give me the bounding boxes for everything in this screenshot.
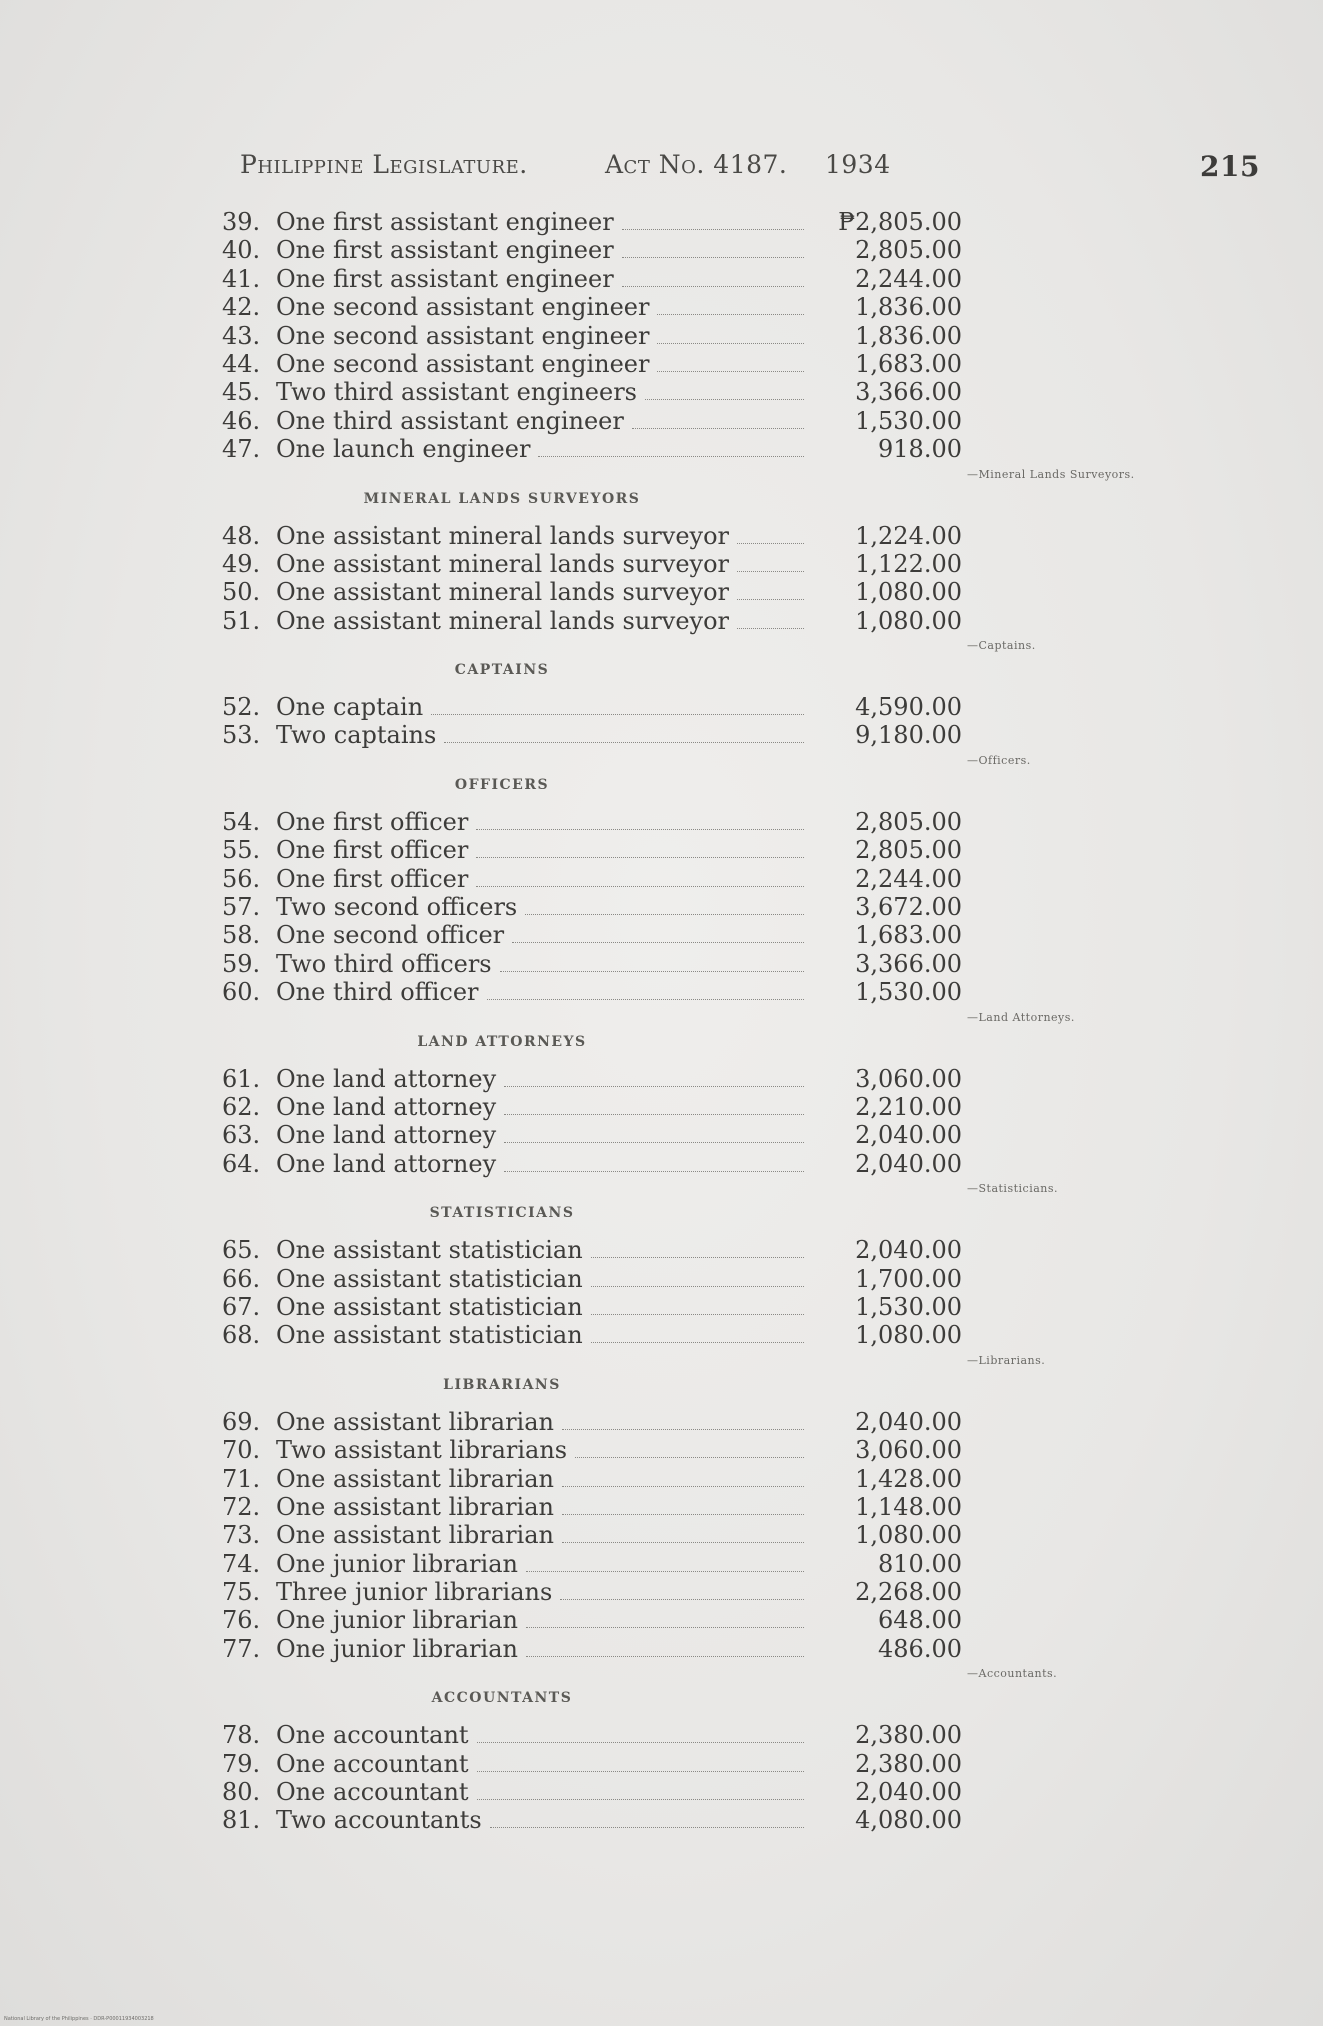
- item-amount: 2,040.00: [855, 1778, 962, 1807]
- line-item: [222, 1293, 962, 1321]
- item-description: One third officer: [276, 978, 479, 1007]
- section-heading: [222, 464, 1135, 522]
- item-amount: 1,122.00: [855, 549, 962, 578]
- dot-leader: [632, 428, 804, 429]
- item-number: 67.: [222, 1292, 261, 1321]
- margin-note: —Accountants.: [967, 1667, 1058, 1681]
- section-heading-text: OFFICERS: [454, 776, 550, 793]
- item-description: Two accountants: [276, 1806, 482, 1835]
- item-amount: 2,040.00: [855, 1121, 962, 1150]
- item-amount: ₱2,805.00: [838, 208, 962, 236]
- line-item: [222, 893, 962, 921]
- item-description: One accountant: [276, 1778, 469, 1807]
- item-number: 80.: [222, 1778, 261, 1807]
- margin-note: —Land Attorneys.: [967, 1010, 1075, 1024]
- item-number: 45.: [222, 378, 261, 407]
- item-description: One assistant mineral lands surveyor: [276, 549, 729, 578]
- section-heading-text: ACCOUNTANTS: [431, 1690, 573, 1707]
- item-description: One land attorney: [276, 1149, 497, 1178]
- item-description: Two captains: [276, 721, 437, 750]
- publication-title: Philippine Legislature.: [240, 150, 528, 179]
- line-item: [222, 1236, 962, 1264]
- item-description: Two assistant librarians: [276, 1436, 568, 1465]
- dot-leader: [575, 1457, 804, 1458]
- item-number: 54.: [222, 807, 261, 836]
- item-amount: 9,180.00: [855, 721, 962, 750]
- dot-leader: [591, 1257, 804, 1258]
- item-amount: 1,428.00: [855, 1464, 962, 1493]
- dot-leader: [622, 229, 804, 230]
- item-description: One assistant statistician: [276, 1236, 583, 1265]
- dot-leader: [622, 257, 804, 258]
- item-number: 48.: [222, 521, 261, 550]
- line-item: [222, 1778, 962, 1806]
- item-amount: 2,040.00: [855, 1407, 962, 1436]
- item-description: One assistant mineral lands surveyor: [276, 578, 729, 607]
- margin-note: —Statisticians.: [967, 1182, 1058, 1196]
- dot-leader: [591, 1314, 804, 1315]
- item-number: 49.: [222, 549, 261, 578]
- dot-leader: [591, 1342, 804, 1343]
- dot-leader: [512, 942, 804, 943]
- item-amount: 1,530.00: [855, 406, 962, 435]
- item-description: One assistant statistician: [276, 1264, 583, 1293]
- item-description: One first assistant engineer: [276, 236, 614, 265]
- act-year: 1934: [825, 150, 891, 179]
- dot-leader: [526, 1656, 804, 1657]
- line-item: [222, 1408, 962, 1436]
- line-item: [222, 208, 962, 236]
- item-description: One junior librarian: [276, 1634, 518, 1663]
- item-amount: 1,683.00: [855, 349, 962, 378]
- item-number: 44.: [222, 349, 261, 378]
- section: [222, 1007, 1075, 1179]
- position-sections: [222, 464, 1135, 1835]
- item-description: One first officer: [276, 807, 469, 836]
- line-item: [222, 1635, 962, 1663]
- item-number: 76.: [222, 1606, 261, 1635]
- item-amount: 3,366.00: [855, 378, 962, 407]
- line-item: [222, 1065, 962, 1093]
- item-number: 46.: [222, 406, 261, 435]
- item-description: One junior librarian: [276, 1549, 518, 1578]
- item-amount: 648.00: [878, 1606, 962, 1635]
- dot-leader: [622, 286, 804, 287]
- section-heading: [222, 1663, 1058, 1721]
- item-description: One assistant statistician: [276, 1292, 583, 1321]
- item-amount: 2,380.00: [855, 1749, 962, 1778]
- item-description: One accountant: [276, 1721, 469, 1750]
- dot-leader: [737, 599, 804, 600]
- engineer-items: [222, 208, 962, 464]
- item-number: 40.: [222, 236, 261, 265]
- item-amount: 2,244.00: [855, 264, 962, 293]
- dot-leader: [526, 1571, 804, 1572]
- dot-leader: [476, 886, 804, 887]
- section-heading: [222, 1007, 1075, 1065]
- dot-leader: [477, 1742, 804, 1743]
- item-amount: 2,805.00: [855, 807, 962, 836]
- item-number: 51.: [222, 606, 261, 635]
- item-amount: 2,040.00: [855, 1149, 962, 1178]
- item-amount: 1,836.00: [855, 293, 962, 322]
- item-description: One assistant librarian: [276, 1407, 554, 1436]
- item-number: 70.: [222, 1436, 261, 1465]
- item-description: Three junior librarians: [276, 1578, 553, 1607]
- item-description: One launch engineer: [276, 435, 531, 464]
- item-amount: 1,080.00: [855, 606, 962, 635]
- item-number: 64.: [222, 1149, 261, 1178]
- item-description: One second assistant engineer: [276, 349, 650, 378]
- item-description: One accountant: [276, 1749, 469, 1778]
- item-number: 65.: [222, 1236, 261, 1265]
- section-heading: [222, 1350, 1046, 1408]
- section-heading: [222, 750, 1031, 808]
- line-item: [222, 950, 962, 978]
- section-heading: [222, 635, 1036, 693]
- item-amount: 1,530.00: [855, 978, 962, 1007]
- margin-note: —Librarians.: [967, 1353, 1046, 1367]
- dot-leader: [477, 1771, 804, 1772]
- line-item: [222, 1321, 962, 1349]
- item-description: One first assistant engineer: [276, 208, 614, 236]
- line-item: [222, 522, 962, 550]
- line-item: [222, 1121, 962, 1149]
- dot-leader: [562, 1486, 804, 1487]
- item-number: 39.: [222, 208, 261, 236]
- item-amount: 3,060.00: [855, 1436, 962, 1465]
- item-number: 61.: [222, 1064, 261, 1093]
- item-number: 55.: [222, 836, 261, 865]
- item-amount: 3,672.00: [855, 893, 962, 922]
- dot-leader: [444, 742, 804, 743]
- dot-leader: [562, 1542, 804, 1543]
- section: [222, 1350, 1046, 1664]
- dot-leader: [504, 1114, 804, 1115]
- dot-leader: [737, 628, 804, 629]
- dot-leader: [500, 971, 804, 972]
- line-item: [222, 865, 962, 893]
- line-item: [222, 1806, 962, 1834]
- line-item: [222, 1521, 962, 1549]
- dot-leader: [737, 571, 804, 572]
- dot-leader: [476, 857, 804, 858]
- item-description: One second assistant engineer: [276, 293, 650, 322]
- item-description: One land attorney: [276, 1121, 497, 1150]
- item-amount: 2,244.00: [855, 864, 962, 893]
- item-amount: 1,683.00: [855, 921, 962, 950]
- item-number: 78.: [222, 1721, 261, 1750]
- line-item: [222, 1150, 962, 1178]
- dot-leader: [526, 1627, 804, 1628]
- section-heading-text: STATISTICIANS: [429, 1205, 575, 1222]
- section: [222, 464, 1135, 636]
- line-item: [222, 836, 962, 864]
- item-amount: 1,080.00: [855, 1321, 962, 1350]
- line-item: [222, 1550, 962, 1578]
- line-item: [222, 808, 962, 836]
- line-item: [222, 1093, 962, 1121]
- item-number: 66.: [222, 1264, 261, 1293]
- item-number: 56.: [222, 864, 261, 893]
- item-number: 60.: [222, 978, 261, 1007]
- item-description: Two third assistant engineers: [276, 378, 637, 407]
- item-description: Two third officers: [276, 949, 492, 978]
- item-number: 57.: [222, 893, 261, 922]
- item-number: 81.: [222, 1806, 261, 1835]
- item-number: 74.: [222, 1549, 261, 1578]
- item-description: One assistant statistician: [276, 1321, 583, 1350]
- item-description: One junior librarian: [276, 1606, 518, 1635]
- dot-leader: [504, 1086, 804, 1087]
- item-amount: 1,080.00: [855, 578, 962, 607]
- section-heading: [222, 1178, 1058, 1236]
- section: [222, 1178, 1058, 1350]
- line-item: [222, 1750, 962, 1778]
- item-description: One assistant mineral lands surveyor: [276, 521, 729, 550]
- line-item: [222, 921, 962, 949]
- line-item: [222, 378, 962, 406]
- line-item: [222, 1606, 962, 1634]
- running-header: [240, 150, 1260, 190]
- act-number: Act No. 4187.: [605, 150, 788, 179]
- section: [222, 750, 1031, 1007]
- section-heading-text: MINERAL LANDS SURVEYORS: [363, 490, 641, 507]
- item-amount: 2,268.00: [855, 1578, 962, 1607]
- item-number: 69.: [222, 1407, 261, 1436]
- item-number: 63.: [222, 1121, 261, 1150]
- dot-leader: [560, 1599, 804, 1600]
- dot-leader: [591, 1286, 804, 1287]
- line-item: [222, 236, 962, 264]
- item-description: One third assistant engineer: [276, 406, 624, 435]
- margin-note: —Mineral Lands Surveyors.: [967, 467, 1135, 481]
- item-amount: 3,366.00: [855, 949, 962, 978]
- dot-leader: [737, 543, 804, 544]
- dot-leader: [562, 1514, 804, 1515]
- item-number: 71.: [222, 1464, 261, 1493]
- line-item: [222, 978, 962, 1006]
- line-item: [222, 322, 962, 350]
- item-amount: 1,224.00: [855, 521, 962, 550]
- item-description: One assistant librarian: [276, 1492, 554, 1521]
- line-item: [222, 293, 962, 321]
- item-description: Two second officers: [276, 893, 518, 922]
- item-number: 58.: [222, 921, 261, 950]
- item-description: One captain: [276, 693, 424, 722]
- line-item: [222, 550, 962, 578]
- section-heading-text: CAPTAINS: [454, 662, 550, 679]
- item-amount: 810.00: [878, 1549, 962, 1578]
- item-description: One land attorney: [276, 1064, 497, 1093]
- item-number: 59.: [222, 949, 261, 978]
- item-amount: 4,080.00: [855, 1806, 962, 1835]
- item-amount: 2,805.00: [855, 236, 962, 265]
- item-description: One assistant librarian: [276, 1521, 554, 1550]
- section-heading-text: LAND ATTORNEYS: [417, 1033, 587, 1050]
- line-item: [222, 721, 962, 749]
- item-description: One land attorney: [276, 1092, 497, 1121]
- line-item: [222, 1436, 962, 1464]
- dot-leader: [538, 456, 804, 457]
- item-number: 53.: [222, 721, 261, 750]
- dot-leader: [487, 999, 805, 1000]
- line-item: [222, 1721, 962, 1749]
- dot-leader: [657, 371, 804, 372]
- item-number: 43.: [222, 321, 261, 350]
- item-amount: 3,060.00: [855, 1064, 962, 1093]
- item-number: 62.: [222, 1092, 261, 1121]
- item-description: One first officer: [276, 836, 469, 865]
- item-number: 77.: [222, 1634, 261, 1663]
- section-heading-text: LIBRARIANS: [443, 1376, 561, 1393]
- item-number: 52.: [222, 693, 261, 722]
- item-description: One first officer: [276, 864, 469, 893]
- dot-leader: [504, 1171, 804, 1172]
- item-number: 73.: [222, 1521, 261, 1550]
- page-number: 215: [1200, 150, 1260, 183]
- item-amount: 1,836.00: [855, 321, 962, 350]
- section: [222, 1663, 1058, 1835]
- item-amount: 2,380.00: [855, 1721, 962, 1750]
- dot-leader: [504, 1142, 804, 1143]
- item-description: One first assistant engineer: [276, 264, 614, 293]
- line-item: [222, 607, 962, 635]
- item-number: 50.: [222, 578, 261, 607]
- item-amount: 1,080.00: [855, 1521, 962, 1550]
- item-amount: 2,040.00: [855, 1236, 962, 1265]
- item-number: 47.: [222, 435, 261, 464]
- item-number: 79.: [222, 1749, 261, 1778]
- line-item: [222, 693, 962, 721]
- dot-leader: [562, 1429, 804, 1430]
- appropriation-list: [222, 208, 1135, 1835]
- scan-source-note: National Library of the Philippines · DDR-P00011934003218: [4, 2016, 154, 2022]
- margin-note: —Officers.: [967, 753, 1031, 767]
- dot-leader: [657, 343, 804, 344]
- line-item: [222, 435, 962, 463]
- item-amount: 1,148.00: [855, 1492, 962, 1521]
- dot-leader: [657, 314, 804, 315]
- margin-note: —Captains.: [967, 639, 1036, 653]
- section: [222, 635, 1036, 750]
- dot-leader: [645, 399, 804, 400]
- item-description: One second assistant engineer: [276, 321, 650, 350]
- line-item: [222, 1493, 962, 1521]
- item-number: 72.: [222, 1492, 261, 1521]
- item-number: 42.: [222, 293, 261, 322]
- item-description: One second officer: [276, 921, 505, 950]
- line-item: [222, 265, 962, 293]
- item-number: 75.: [222, 1578, 261, 1607]
- item-amount: 486.00: [878, 1634, 962, 1663]
- line-item: [222, 578, 962, 606]
- line-item: [222, 350, 962, 378]
- item-description: One assistant librarian: [276, 1464, 554, 1493]
- dot-leader: [431, 714, 804, 715]
- item-number: 41.: [222, 264, 261, 293]
- dot-leader: [490, 1827, 804, 1828]
- line-item: [222, 1465, 962, 1493]
- item-amount: 2,210.00: [855, 1092, 962, 1121]
- dot-leader: [525, 914, 804, 915]
- item-description: One assistant mineral lands surveyor: [276, 606, 729, 635]
- item-amount: 1,530.00: [855, 1292, 962, 1321]
- item-amount: 918.00: [878, 435, 962, 464]
- item-number: 68.: [222, 1321, 261, 1350]
- dot-leader: [477, 1799, 804, 1800]
- dot-leader: [476, 829, 804, 830]
- item-amount: 4,590.00: [855, 693, 962, 722]
- line-item: [222, 1578, 962, 1606]
- line-item: [222, 1265, 962, 1293]
- item-amount: 1,700.00: [855, 1264, 962, 1293]
- line-item: [222, 407, 962, 435]
- item-amount: 2,805.00: [855, 836, 962, 865]
